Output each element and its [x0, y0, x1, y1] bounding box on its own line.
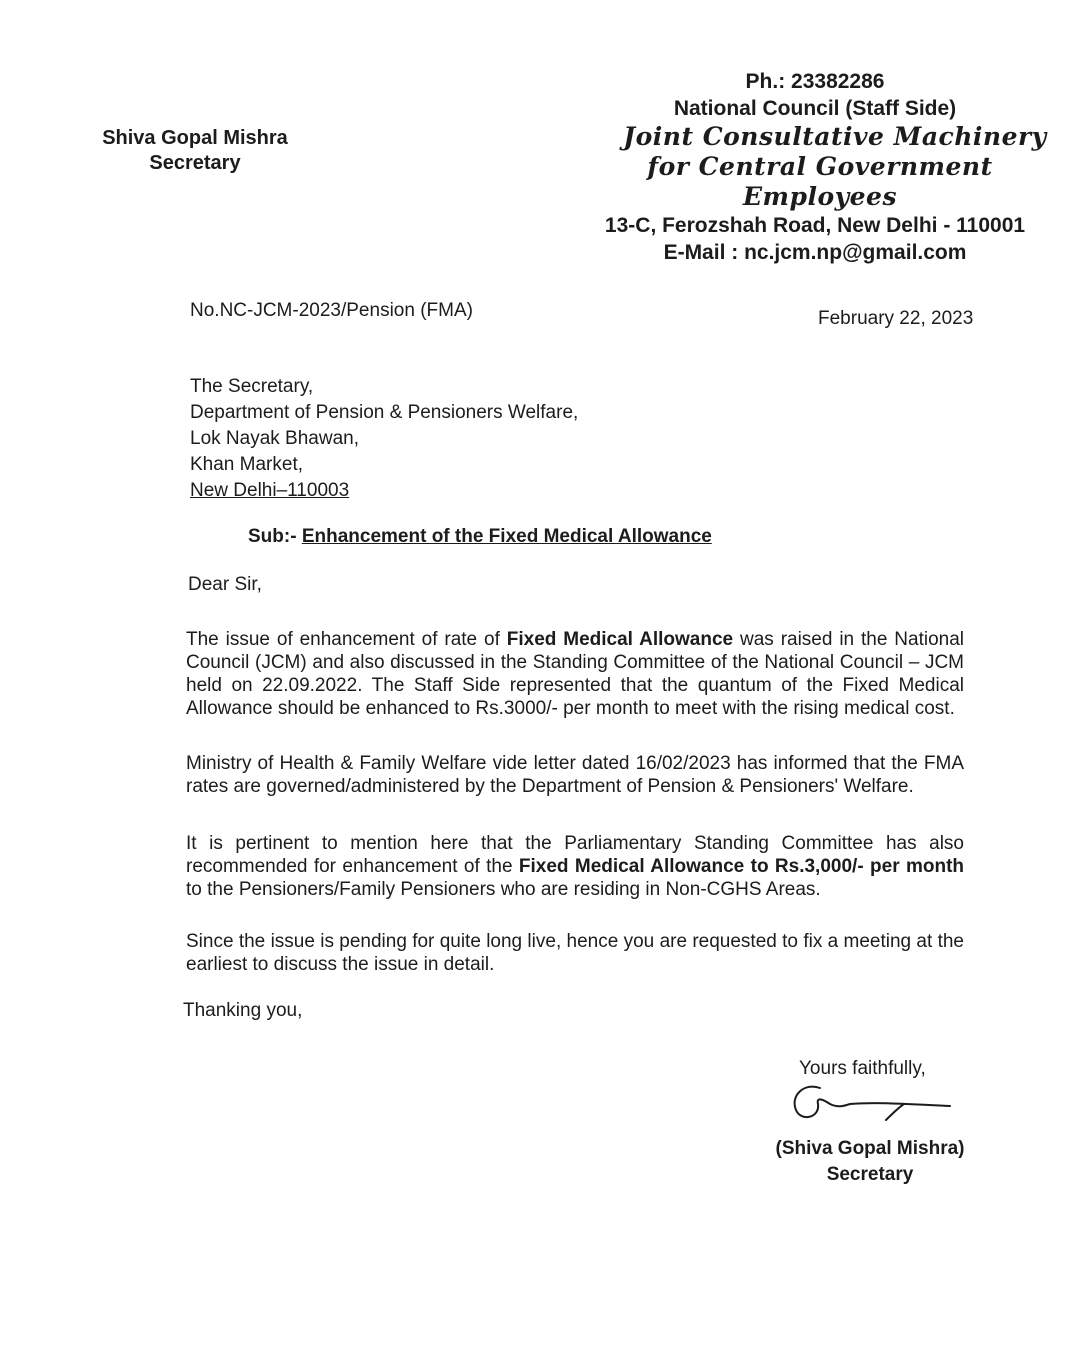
salutation: Dear Sir, [188, 574, 262, 595]
recipient-line: Lok Nayak Bhawan, [190, 428, 359, 449]
letter-date: February 22, 2023 [818, 308, 974, 329]
subject-line [248, 526, 712, 548]
recipient-address [190, 374, 578, 504]
subject-label: Sub:- [248, 526, 297, 547]
signatory-block [770, 1136, 970, 1188]
recipient-line: The Secretary, [190, 376, 314, 397]
sender-name: Shiva Gopal Mishra [102, 127, 288, 149]
letterhead-script-line1: Joint Consultative Machinery [623, 122, 1047, 151]
letterhead-phone: Ph.: 23382286 [745, 70, 885, 93]
recipient-line: Department of Pension & Pensioners Welfare, [190, 402, 579, 423]
body-paragraph-1 [186, 628, 964, 720]
paragraph-emphasis: Fixed Medical Allowance to Rs.3,000/- per month [518, 856, 964, 877]
reference-number: No.NC-JCM-2023/Pension (FMA) [190, 300, 473, 321]
signature-icon [786, 1078, 956, 1124]
paragraph-emphasis: Fixed Medical Allowance [506, 629, 734, 650]
subject-text: Enhancement of the Fixed Medical Allowance [301, 526, 712, 547]
sender-title: Secretary [149, 152, 241, 174]
paragraph-text: The issue of enhancement of rate of [186, 629, 507, 650]
letterhead-email: E-Mail : nc.jcm.np@gmail.com [663, 241, 967, 264]
body-paragraph-2: Ministry of Health & Family Welfare vide letter dated 16/02/2023 has informed that the FMA rates are governed/administered by the Department of Pension & Pensioners' Welfare. [186, 753, 964, 797]
paragraph-text: to the Pensioners/Family Pensioners who are residing in Non-CGHS Areas. [186, 879, 821, 900]
signoff: Yours faithfully, [799, 1058, 926, 1079]
body-paragraph-3 [186, 832, 964, 901]
signatory-title: Secretary [826, 1164, 914, 1185]
body-paragraph-4: Since the issue is pending for quite long live, hence you are requested to fix a meeting at the earliest to discuss the issue in detail. [186, 931, 964, 975]
letterhead-council: National Council (Staff Side) [673, 97, 957, 120]
closing-line: Thanking you, [183, 1000, 303, 1021]
recipient-line: Khan Market, [190, 454, 303, 475]
letterhead-script-line2: for Central Government Employees [647, 152, 993, 211]
paragraph-text: It is pertinent to mention here that the Parliamentary Standing Committee has also recommended for enhancement of the [186, 833, 964, 877]
letterhead-address: 13-C, Ferozshah Road, New Delhi - 110001 [604, 214, 1026, 237]
letterhead [580, 68, 1050, 266]
recipient-line: New Delhi–110003 [190, 480, 350, 501]
paragraph-text: was raised in the National Council (JCM) and also discussed in the Standing Committee of the National Council – JCM held on 22.09.2022. The Staff Side represented that the quantum of the Fixed Medical Allowance should be enhanced to Rs.3000/- per month to meet with the rising medical cost. [186, 629, 965, 719]
sender-block [90, 126, 300, 176]
signatory-name: (Shiva Gopal Mishra) [775, 1138, 965, 1159]
